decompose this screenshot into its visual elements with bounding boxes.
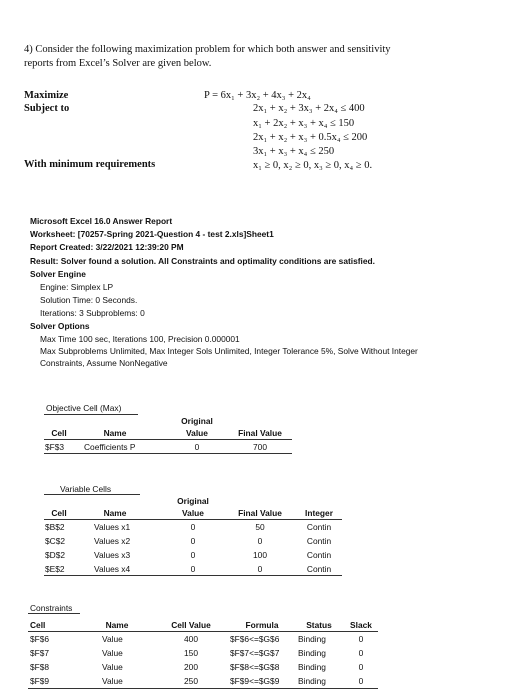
header-name: Name (103, 508, 127, 518)
solver-engine: Engine: Simplex LP (40, 282, 114, 292)
nonnegativity-constraint: x₁ ≥ 0, x₂ ≥ 0, x₃ ≥ 0, x₄ ≥ 0. (253, 160, 373, 171)
variable-cell-ref: $E$2 (45, 564, 65, 574)
report-worksheet: Worksheet: [70257-Spring 2021-Question 4 - test 2.xls]Sheet1 (30, 229, 274, 239)
constraint-name: Value (102, 648, 123, 658)
header-cell: Cell (30, 620, 46, 630)
variable-cell-ref: $D$2 (45, 550, 66, 560)
constraint-slack: 0 (358, 676, 364, 686)
variable-final-value: 0 (257, 564, 263, 574)
constraint-slack: 0 (358, 648, 364, 658)
section-underline (44, 414, 138, 415)
variable-name: Values x3 (94, 550, 131, 560)
solver-options-header: Solver Options (30, 321, 90, 331)
variable-cell-ref: $B$2 (45, 522, 65, 532)
constraint-cell-ref: $F$8 (30, 662, 50, 672)
header-rule (44, 439, 292, 440)
report-result: Result: Solver found a solution. All Constraints and optimality conditions are satisfied. (30, 256, 375, 266)
constraint-formula: $F$8<=$G$8 (230, 662, 280, 672)
header-rule (44, 519, 342, 520)
header-value: Value (182, 508, 204, 518)
constraint-status: Binding (298, 648, 326, 658)
header-integer: Integer (305, 508, 333, 518)
header-name: Name (105, 620, 129, 630)
subject-to-label: Subject to (24, 103, 70, 114)
objective-function: P = 6x₁ + 3x₂ + 4x₃ + 2x₄ (204, 90, 311, 101)
variable-original-value: 0 (190, 522, 196, 532)
objective-cell-name: Coefficients P (84, 442, 136, 452)
solver-engine-header: Solver Engine (30, 269, 86, 279)
iterations: Iterations: 3 Subproblems: 0 (40, 308, 145, 318)
solver-options-line-2: Max Subproblems Unlimited, Max Integer Sols Unlimited, Integer Tolerance 5%, Solve Without Integer (40, 346, 418, 356)
constraint-name: Value (102, 662, 123, 672)
report-created: Report Created: 3/22/2021 12:39:20 PM (30, 242, 184, 252)
header-original: Original (177, 496, 209, 506)
variable-integer: Contin (306, 564, 332, 574)
constraint-name: Value (102, 676, 123, 686)
report-title: Microsoft Excel 16.0 Answer Report (30, 216, 173, 226)
variable-name: Values x2 (94, 536, 131, 546)
header-final-value: Final Value (238, 428, 282, 438)
table-bottom-rule (28, 688, 378, 689)
objective-original-value: 0 (194, 442, 200, 452)
constraint-cell-ref: $F$6 (30, 634, 50, 644)
solver-options-line-3: Constraints, Assume NonNegative (40, 358, 168, 368)
header-rule (28, 631, 378, 632)
variable-final-value: 50 (255, 522, 265, 532)
solution-time: Solution Time: 0 Seconds. (40, 295, 138, 305)
section-underline (28, 613, 80, 614)
header-formula: Formula (245, 620, 279, 630)
constraint-3: 2x₁ + x₂ + x₃ + 0.5x₄ ≤ 200 (253, 132, 368, 143)
variable-original-value: 0 (190, 564, 196, 574)
constraint-cell-value: 250 (184, 676, 198, 686)
constraint-1: 2x₁ + x₂ + 3x₃ + 2x₄ ≤ 400 (253, 103, 365, 114)
variable-name: Values x4 (94, 564, 131, 574)
variable-cell-ref: $C$2 (45, 536, 66, 546)
variable-final-value: 100 (253, 550, 267, 560)
header-original: Original (181, 416, 213, 426)
objective-cell-section-title: Objective Cell (Max) (46, 403, 122, 413)
constraint-status: Binding (298, 662, 326, 672)
variable-original-value: 0 (190, 550, 196, 560)
variable-integer: Contin (306, 522, 332, 532)
header-status: Status (306, 620, 332, 630)
variable-original-value: 0 (190, 536, 196, 546)
constraint-status: Binding (298, 634, 326, 644)
objective-final-value: 700 (253, 442, 267, 452)
constraints-section-title: Constraints (30, 603, 73, 613)
constraint-cell-ref: $F$9 (30, 676, 50, 686)
header-cell: Cell (51, 508, 67, 518)
constraint-slack: 0 (358, 634, 364, 644)
constraint-name: Value (102, 634, 123, 644)
constraint-status: Binding (298, 676, 326, 686)
constraint-slack: 0 (358, 662, 364, 672)
constraint-formula: $F$9<=$G$9 (230, 676, 280, 686)
header-cell: Cell (51, 428, 67, 438)
maximize-label: Maximize (24, 90, 69, 101)
constraint-cell-value: 200 (184, 662, 198, 672)
constraint-cell-value: 400 (184, 634, 198, 644)
header-slack: Slack (350, 620, 372, 630)
header-value: Value (186, 428, 208, 438)
constraint-2: x₁ + 2x₂ + x₃ + x₄ ≤ 150 (253, 118, 355, 129)
variable-cells-section-title: Variable Cells (60, 484, 112, 494)
constraint-4: 3x₁ + x₃ + x₄ ≤ 250 (253, 146, 335, 157)
constraint-cell-value: 150 (184, 648, 198, 658)
variable-integer: Contin (306, 536, 332, 546)
question-line-2: reports from Excel’s Solver are given below. (24, 58, 212, 69)
objective-cell-ref: $F$3 (45, 442, 65, 452)
table-bottom-rule (44, 575, 342, 576)
table-bottom-rule (44, 453, 292, 454)
solver-options-line-1: Max Time 100 sec, Iterations 100, Precision 0.000001 (40, 334, 240, 344)
min-requirements-label: With minimum requirements (24, 159, 156, 170)
constraint-formula: $F$7<=$G$7 (230, 648, 280, 658)
header-cell-value: Cell Value (171, 620, 211, 630)
constraint-cell-ref: $F$7 (30, 648, 50, 658)
header-final-value: Final Value (238, 508, 282, 518)
question-line-1: 4) Consider the following maximization problem for which both answer and sensitivity (24, 44, 391, 55)
variable-final-value: 0 (257, 536, 263, 546)
variable-integer: Contin (306, 550, 332, 560)
constraint-formula: $F$6<=$G$6 (230, 634, 280, 644)
section-underline (44, 494, 140, 495)
header-name: Name (103, 428, 127, 438)
variable-name: Values x1 (94, 522, 131, 532)
